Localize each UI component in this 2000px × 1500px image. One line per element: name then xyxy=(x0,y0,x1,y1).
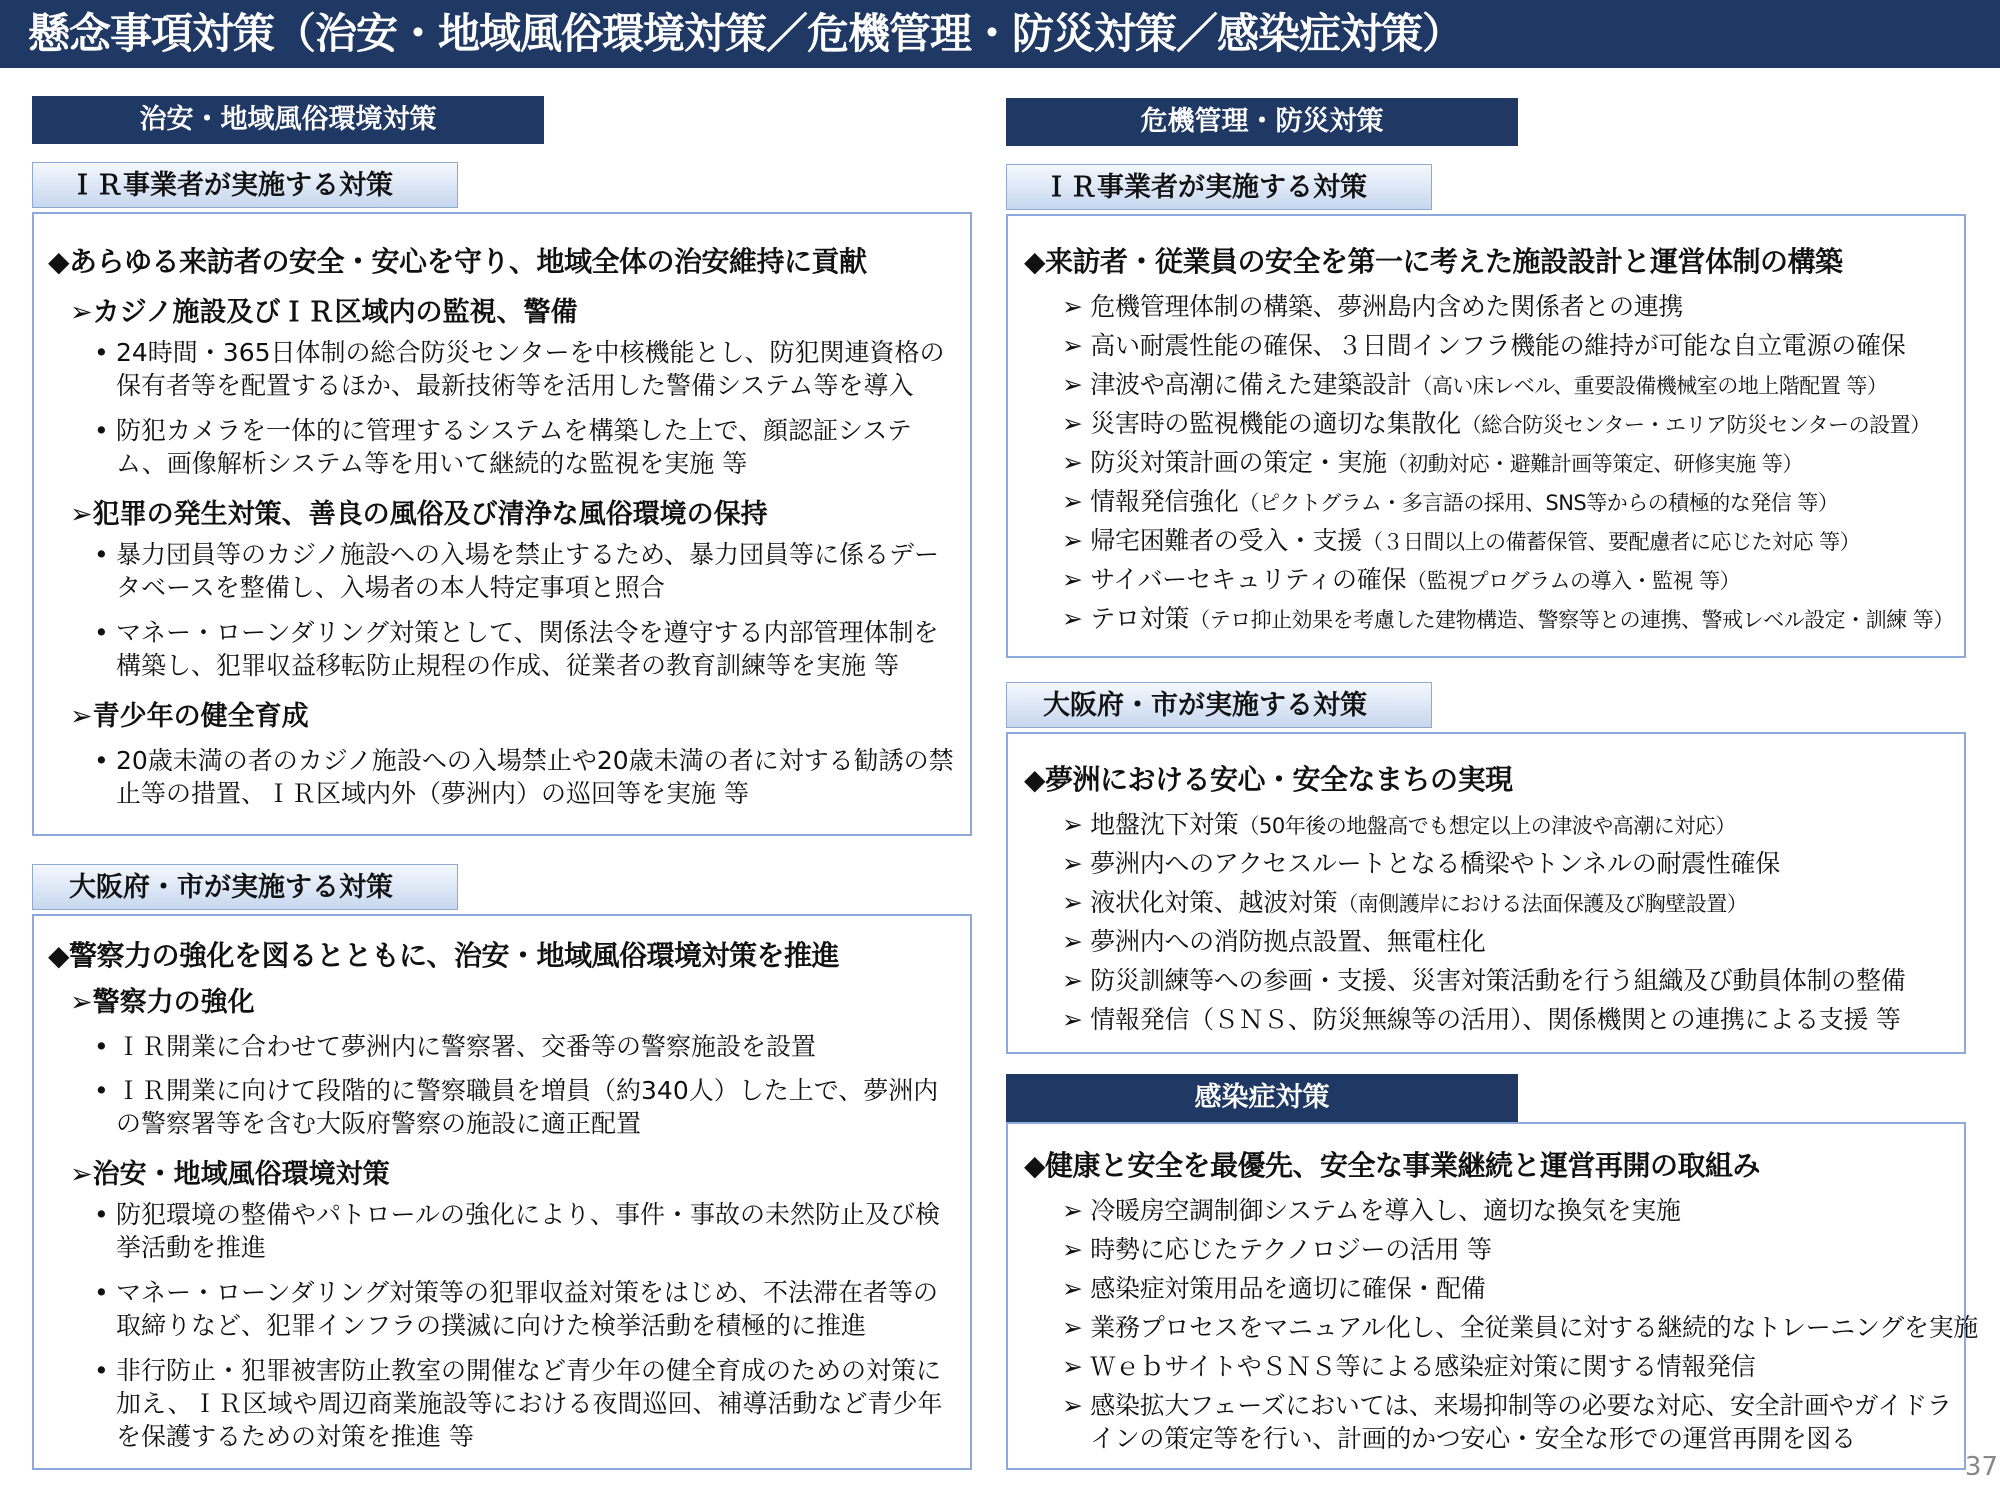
left-ir-headline: ◆あらゆる来訪者の安全・安心を守り、地域全体の治安維持に貢献 xyxy=(48,245,867,278)
left-osaka-g2-bullet-3: • 非行防止・犯罪被害防止教室の開催など青少年の健全育成のための対策に加え、ＩＲ区域や周辺商業施設等における夜間巡回、補導活動など青少年を保護するための対策を推進 等 xyxy=(94,1354,954,1453)
section-header-security: 治安・地域風俗環境対策 xyxy=(32,96,544,144)
right-infection-item-6: ➢ 感染拡大フェーズにおいては、来場抑制等の必要な対応、安全計画やガイドラインの策定等を行い、計画的かつ安心・安全な形での運営再開を図る xyxy=(1062,1391,1952,1453)
left-ir-g1-bullet-1: • 24時間・365日体制の総合防災センターを中核機能とし、防犯関連資格の保有者等を配置するほか、最新技術等を活用した警備システム等を導入 xyxy=(94,336,954,402)
right-infection-item-2: ➢ 時勢に応じたテクノロジーの活用 等 xyxy=(1062,1235,1492,1264)
right-ir-subheader: ＩＲ事業者が実施する対策 xyxy=(1006,164,1432,210)
left-osaka-g1-bullet-2: • ＩＲ開業に向けて段階的に警察職員を増員（約340人）した上で、夢洲内の警察署等を含む大阪府警察の施設に適正配置 xyxy=(94,1074,954,1140)
right-osaka-item-6: ➢ 情報発信（ＳＮＳ、防災無線等の活用）、関係機関との連携による支援 等 xyxy=(1062,1005,1901,1034)
right-ir-item-4: ➢ 災害時の監視機能の適切な集散化（総合防災センター・エリア防災センターの設置） xyxy=(1062,409,1931,438)
right-ir-item-6: ➢ 情報発信強化（ピクトグラム・多言語の採用、SNS等からの積極的な発信 等） xyxy=(1062,487,1839,516)
left-ir-g1-bullet-2: • 防犯カメラを一体的に管理するシステムを構築した上で、顔認証システム、画像解析システム等を用いて継続的な監視を実施 等 xyxy=(94,414,954,480)
right-osaka-item-1: ➢ 地盤沈下対策（50年後の地盤高でも想定以上の津波や高潮に対応） xyxy=(1062,810,1736,839)
section-header-crisis: 危機管理・防災対策 xyxy=(1006,98,1518,146)
left-osaka-group-1-title: ➢警察力の強化 xyxy=(70,987,255,1018)
right-ir-item-7: ➢ 帰宅困難者の受入・支援（３日間以上の備蓄保管、要配慮者に応じた対応 等） xyxy=(1062,526,1861,555)
right-osaka-subheader: 大阪府・市が実施する対策 xyxy=(1006,682,1432,728)
right-osaka-headline: ◆夢洲における安心・安全なまちの実現 xyxy=(1024,763,1513,796)
right-infection-headline: ◆健康と安全を最優先、安全な事業継続と運営再開の取組み xyxy=(1024,1149,1761,1182)
right-osaka-item-2: ➢ 夢洲内へのアクセスルートとなる橋梁やトンネルの耐震性確保 xyxy=(1062,849,1780,878)
section-header-infection: 感染症対策 xyxy=(1006,1074,1518,1122)
left-ir-group-3-title: ➢青少年の健全育成 xyxy=(70,701,309,732)
right-ir-headline: ◆来訪者・従業員の安全を第一に考えた施設設計と運営体制の構築 xyxy=(1024,245,1843,278)
page-title: 懸念事項対策（治安・地域風俗環境対策／危機管理・防災対策／感染症対策） xyxy=(0,0,2000,68)
right-infection-item-5: ➢ ＷｅｂサイトやＳＮＳ等による感染症対策に関する情報発信 xyxy=(1062,1352,1756,1381)
left-ir-group-1-title: ➢カジノ施設及びＩＲ区域内の監視、警備 xyxy=(70,297,578,328)
right-infection-item-4: ➢ 業務プロセスをマニュアル化し、全従業員に対する継続的なトレーニングを実施 xyxy=(1062,1313,1979,1342)
right-ir-item-5: ➢ 防災対策計画の策定・実施（初動対応・避難計画等策定、研修実施 等） xyxy=(1062,448,1803,477)
right-osaka-item-5: ➢ 防災訓練等への参画・支援、災害対策活動を行う組織及び動員体制の整備 xyxy=(1062,966,1906,995)
left-osaka-headline: ◆警察力の強化を図るとともに、治安・地域風俗環境対策を推進 xyxy=(48,939,840,972)
right-osaka-item-3: ➢ 液状化対策、越波対策（南側護岸における法面保護及び胸壁設置） xyxy=(1062,888,1748,917)
left-osaka-subheader: 大阪府・市が実施する対策 xyxy=(32,864,458,910)
right-osaka-item-4: ➢ 夢洲内への消防拠点設置、無電柱化 xyxy=(1062,927,1486,956)
page-number: 37 xyxy=(1964,1452,1998,1482)
right-ir-item-9: ➢ テロ対策（テロ抑止効果を考慮した建物構造、警察等との連携、警戒レベル設定・訓練 等） xyxy=(1062,604,1954,633)
left-osaka-g2-bullet-2: • マネー・ローンダリング対策等の犯罪収益対策をはじめ、不法滞在者等の取締りなど、犯罪インフラの撲滅に向けた検挙活動を積極的に推進 xyxy=(94,1276,954,1342)
right-infection-item-3: ➢ 感染症対策用品を適切に確保・配備 xyxy=(1062,1274,1486,1303)
left-osaka-group-2-title: ➢治安・地域風俗環境対策 xyxy=(70,1159,390,1190)
left-osaka-g1-bullet-1: • ＩＲ開業に合わせて夢洲内に警察署、交番等の警察施設を設置 xyxy=(94,1030,954,1063)
left-ir-subheader: ＩＲ事業者が実施する対策 xyxy=(32,162,458,208)
left-osaka-g2-bullet-1: • 防犯環境の整備やパトロールの強化により、事件・事故の未然防止及び検挙活動を推進 xyxy=(94,1198,954,1264)
right-ir-item-2: ➢ 高い耐震性能の確保、３日間インフラ機能の維持が可能な自立電源の確保 xyxy=(1062,331,1906,360)
left-ir-group-2-title: ➢犯罪の発生対策、善良の風俗及び清浄な風俗環境の保持 xyxy=(70,499,768,530)
right-ir-item-3: ➢ 津波や高潮に備えた建築設計（高い床レベル、重要設備機械室の地上階配置 等） xyxy=(1062,370,1888,399)
left-ir-g3-bullet-1: • 20歳未満の者のカジノ施設への入場禁止や20歳未満の者に対する勧誘の禁止等の措置、ＩＲ区域内外（夢洲内）の巡回等を実施 等 xyxy=(94,744,954,810)
right-ir-item-8: ➢ サイバーセキュリティの確保（監視プログラムの導入・監視 等） xyxy=(1062,565,1741,594)
left-ir-g2-bullet-1: • 暴力団員等のカジノ施設への入場を禁止するため、暴力団員等に係るデータベースを整備し、入場者の本人特定事項と照合 xyxy=(94,538,954,604)
left-ir-g2-bullet-2: • マネー・ローンダリング対策として、関係法令を遵守する内部管理体制を構築し、犯罪収益移転防止規程の作成、従業者の教育訓練等を実施 等 xyxy=(94,616,954,682)
right-infection-item-1: ➢ 冷暖房空調制御システムを導入し、適切な換気を実施 xyxy=(1062,1196,1681,1225)
right-ir-item-1: ➢ 危機管理体制の構築、夢洲島内含めた関係者との連携 xyxy=(1062,292,1684,321)
